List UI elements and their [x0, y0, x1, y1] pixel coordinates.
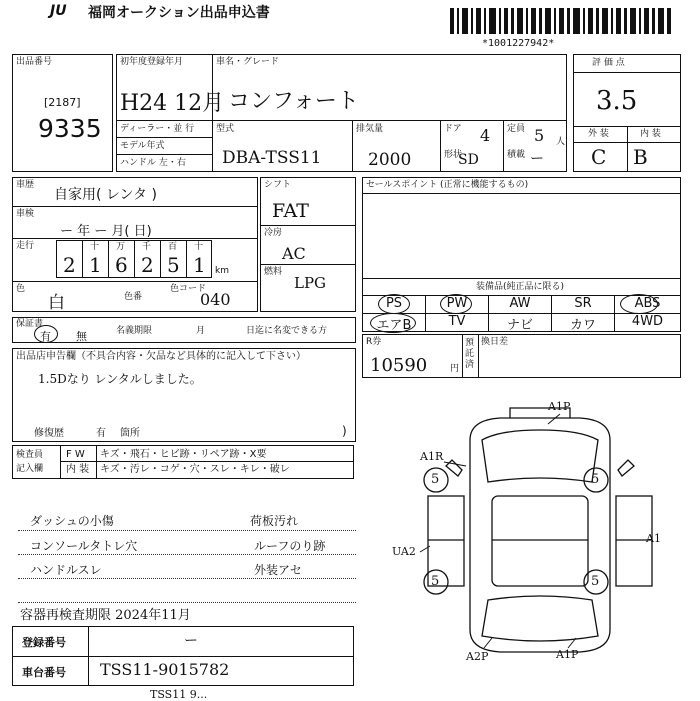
- repair-history-label: 修復歴: [34, 428, 64, 439]
- declaration-content: 1.5Dなり レンタルしました。: [38, 372, 202, 386]
- tire-value-fr: 5: [591, 472, 600, 487]
- damage-mark-bottom-left: A2P: [466, 650, 489, 663]
- odometer-unit-3: 千: [142, 242, 152, 252]
- recycle-deposit-label: 預託済: [465, 338, 475, 370]
- interior-label: 内 装: [640, 129, 661, 139]
- odometer-unit-4: 百: [168, 242, 178, 252]
- lot-number-box: [12, 54, 113, 172]
- recycle-unit: 円: [450, 364, 460, 374]
- color-label: 色: [16, 284, 26, 294]
- recycle-other-label: 換日差: [481, 337, 509, 347]
- inspector-fw-items: キズ・飛石・ヒビ跡・リペア跡・X要: [100, 449, 267, 460]
- shape-value: SD: [458, 152, 479, 168]
- model-label: 型式: [216, 124, 235, 134]
- color-value: 白: [48, 293, 65, 313]
- repair-history-yes: 有: [96, 428, 106, 439]
- tire-value-rr: 5: [591, 574, 600, 589]
- lot-number-label: 出品番号: [16, 57, 53, 67]
- recall-label: 名義期限: [116, 326, 153, 336]
- inspection-expiry: 容器再検査期限 2024年11月: [20, 608, 191, 623]
- equipment-ps: PS: [385, 296, 403, 311]
- note-2-right: ルーフのり跡: [254, 539, 326, 553]
- sales-point-label: セールスポイント (正常に機能するもの): [366, 180, 529, 190]
- chassis-number-value: TSS11-9015782: [100, 660, 230, 679]
- interior-grade: B: [633, 145, 648, 169]
- warranty-yes-circle: [34, 325, 58, 343]
- equipment-abs-circle: [620, 294, 658, 314]
- usage-category-label: 車歴: [16, 180, 35, 190]
- exterior-label: 外 装: [588, 129, 609, 139]
- registration-number-label: 登録番号: [22, 636, 66, 649]
- shift-value: FAT: [272, 200, 309, 222]
- damage-mark-top: A1P: [548, 400, 571, 413]
- car-name-value: コンフォート: [228, 89, 359, 114]
- odometer-digit-2: 1: [89, 253, 102, 277]
- shift-label: シフト: [264, 180, 292, 190]
- load-value: ー: [530, 151, 544, 167]
- recycle-value: 10590: [370, 355, 428, 376]
- odometer-digit-3: 6: [115, 253, 128, 277]
- tire-value-fl: 5: [431, 472, 440, 487]
- color-number-label: 色番: [124, 292, 143, 302]
- declaration-label: 出品店申告欄（不具合内容・欠品など具体的に記入して下さい）: [16, 351, 306, 362]
- warranty-label: 保証書: [16, 319, 44, 329]
- equipment-aw: AW: [509, 296, 531, 311]
- transfer-text: 日迄に名変できる方: [246, 326, 328, 336]
- warranty-no: 無: [76, 330, 87, 343]
- equipment-ps-circle: [378, 294, 410, 314]
- note-3-right: 外装アセ: [254, 563, 302, 577]
- capacity-unit: 人: [556, 137, 566, 147]
- note-2-left: コンソールタトレ穴: [30, 539, 138, 553]
- inspector-label-top: 検査員: [16, 450, 44, 460]
- odometer-unit-2: 万: [116, 242, 126, 252]
- displacement-label: 排気量: [356, 124, 384, 134]
- barcode: [448, 6, 676, 36]
- equipment-airbag-circle: [370, 313, 416, 333]
- odometer-digit-6: 1: [193, 253, 206, 277]
- equipment-leather: カワ: [569, 318, 596, 333]
- capacity-label: 定員: [507, 124, 526, 134]
- equipment-4wd: 4WD: [631, 314, 664, 329]
- tire-value-rl: 5: [431, 574, 440, 589]
- page-title: 福岡オークション出品申込書: [88, 5, 270, 21]
- first-registration-value: H24 12月: [120, 91, 225, 116]
- registration-number-value: ー: [184, 633, 198, 649]
- equipment-pw: PW: [446, 296, 468, 311]
- damage-mark-right-mid: A1: [646, 532, 661, 545]
- equipment-pw-circle: [440, 294, 472, 314]
- mileage-label: 走行: [16, 241, 35, 251]
- usage-category-value: 自家用( レンタ ): [54, 187, 157, 203]
- inspector-label-bottom: 記入欄: [16, 464, 44, 474]
- fuel-value: LPG: [294, 274, 327, 292]
- damage-mark-bottom-right: A1P: [556, 648, 579, 661]
- dealer-options: ディーラー・並 行: [120, 124, 195, 134]
- lot-small-number: [2187]: [44, 96, 81, 109]
- ac-value: AC: [282, 244, 306, 263]
- evaluation-label: 評 価 点: [592, 58, 625, 68]
- barcode-number: *1001227942*: [482, 38, 555, 49]
- damage-mark-left-front: A1R: [420, 450, 444, 463]
- inspector-interior-items: キズ・汚レ・コゲ・穴・スレ・キレ・破レ: [100, 464, 290, 475]
- ac-label: 冷房: [264, 228, 283, 238]
- load-label: 積載: [507, 150, 526, 160]
- model-value: DBA-TSS11: [222, 148, 322, 168]
- equipment-title: 装備品(純正品に限る): [476, 282, 565, 292]
- equipment-airbag: エアB: [376, 318, 412, 333]
- doors-value: 4: [480, 126, 491, 145]
- odometer-unit-5: 十: [194, 242, 204, 252]
- note-1-left: ダッシュの小傷: [30, 514, 114, 528]
- car-name-label: 車名・グレード: [216, 57, 280, 67]
- repair-bracket-close: ): [342, 424, 347, 438]
- note-1-right: 荷板汚れ: [250, 514, 299, 528]
- recall-month: 月: [196, 326, 206, 336]
- model-year-label: モデル年式: [120, 141, 165, 151]
- inspection-label: 車検: [16, 209, 35, 219]
- chassis-number-label: 車台番号: [22, 666, 66, 679]
- fuel-label: 燃料: [264, 267, 283, 277]
- shape-label: 形状: [444, 150, 463, 160]
- inspection-value: ー 年 ー 月( 日): [60, 224, 152, 239]
- first-registration-label: 初年度登録年月: [120, 57, 184, 67]
- warranty-yes: 有: [40, 330, 51, 343]
- inspector-fw-head: F W: [66, 449, 85, 460]
- equipment-navi: ナビ: [506, 318, 533, 333]
- displacement-value: 2000: [368, 150, 412, 170]
- odometer-digit-4: 2: [141, 253, 154, 277]
- mileage-unit: km: [215, 266, 229, 276]
- exterior-grade: C: [591, 145, 607, 169]
- equipment-tv: TV: [448, 314, 466, 329]
- color-code-value: 040: [200, 290, 231, 309]
- doors-label: ドア: [444, 124, 462, 134]
- capacity-value: 5: [534, 126, 545, 145]
- odometer-unit-1: 十: [90, 242, 100, 252]
- handle-label: ハンドル 左・右: [120, 158, 186, 168]
- evaluation-score: 3.5: [596, 86, 638, 116]
- damage-mark-left-mid: UA2: [392, 545, 416, 558]
- equipment-sr: SR: [574, 296, 592, 311]
- odometer-digit-1: 2: [63, 253, 76, 277]
- repair-place-label: 箇所: [120, 428, 140, 439]
- equipment-abs: ABS: [634, 296, 661, 311]
- odometer-digit-5: 5: [167, 253, 180, 277]
- note-3-left: ハンドルスレ: [30, 563, 102, 577]
- color-code-label: 色コード: [170, 284, 207, 294]
- lot-number: 9335: [38, 114, 102, 143]
- chassis-number-below: TSS11 9...: [150, 688, 208, 701]
- recycle-label: R券: [366, 337, 382, 347]
- auction-logo: JU: [50, 3, 67, 19]
- odometer: [56, 240, 212, 278]
- inspector-interior-head: 内 装: [66, 464, 90, 475]
